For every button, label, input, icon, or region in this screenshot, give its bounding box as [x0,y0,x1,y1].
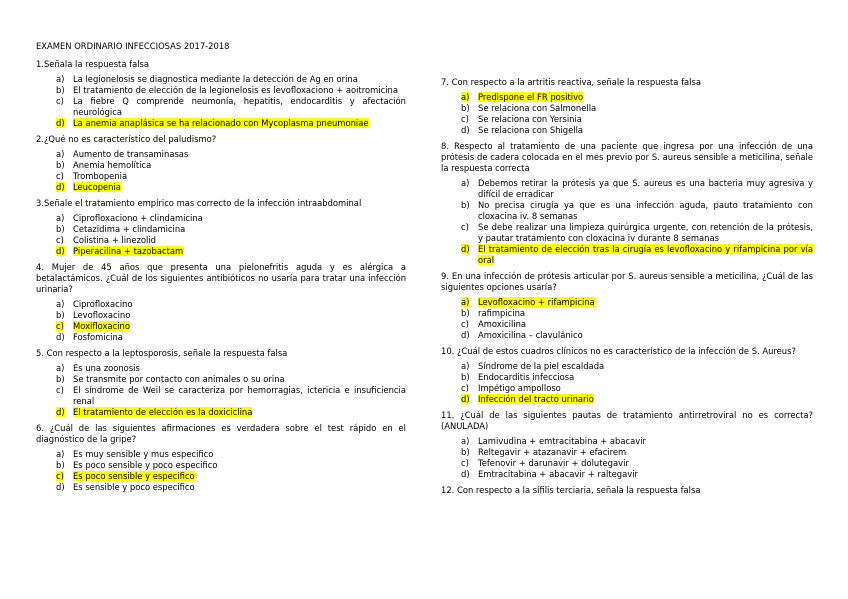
option-letter-text: d) [461,394,470,404]
option-letter [56,321,73,332]
exam-title: EXAMEN ORDINARIO INFECCIOSAS 2017-2018 [36,41,230,51]
option-text [73,160,406,171]
option-letter-text: c) [56,171,64,181]
option [56,224,406,235]
option-correct [56,471,406,482]
option-letter-text: c) [56,235,64,245]
option-text [73,118,406,129]
question [36,134,406,193]
option-letter [461,92,478,103]
option [461,361,813,372]
option-letter-text: c) [461,458,469,468]
option-letter [56,407,73,418]
option [56,149,406,160]
option [461,319,813,330]
question-text: 9. En una infección de prótesis articular por S. aureus sensible a meticilina, ¿Cuál de las siguientes opciones usaría? [441,271,813,292]
option-text-content: Aumento de transaminasas [73,149,189,159]
option [461,372,813,383]
option-text [73,96,406,118]
option-text-content: Es sensible y poco especifico [73,482,195,492]
option-text-content: Leucopenia [73,182,121,192]
option-list [441,436,813,480]
option-text [478,330,813,341]
option-text-content: El tratamiento de elección tras la cirugía es levofloxacino y rifampicina por vía oral [478,244,813,265]
option-text-content: Infección del tracto urinario [478,394,594,404]
option-letter-text: c) [461,319,469,329]
option-letter [461,330,478,341]
option [461,125,813,136]
option-letter-text: b) [461,200,470,210]
option [56,482,406,493]
question-text: 2.¿Qué no es característico del paludismo? [36,134,217,144]
option-text-content: Se transmite por contacto con animales o su orina [73,374,285,384]
option-text [73,310,406,321]
option-text [478,469,813,480]
question [36,423,406,493]
option-letter [461,222,478,244]
option-text [478,447,813,458]
question [36,59,406,129]
option-letter-text: d) [56,407,65,417]
option [461,103,813,114]
option-letter-text: b) [56,224,65,234]
option-letter-text: c) [461,383,469,393]
option-letter-text: c) [56,96,64,106]
question-text: 12. Con respecto a la sífilis terciaria, señala la respuesta falsa [441,485,701,495]
option-letter-text: d) [461,469,470,479]
option-text-content: El síndrome de Weil se caracteriza por hemorragias, ictericia e insuficiencia renal [73,385,406,406]
question [36,262,406,343]
option-letter-text: b) [461,447,470,457]
right-question-list [441,77,813,496]
option [461,469,813,480]
option-letter [56,96,73,118]
option-letter-text: b) [461,308,470,318]
option [56,385,406,407]
option-text-content: La anemia anaplásica se ha relacionado con Mycoplasma pneumoniae [73,118,369,128]
option-letter [461,436,478,447]
option-letter-text: d) [461,125,470,135]
question-text: 5. Con respecto a la leptosporosis, señale la respuesta falsa [36,348,288,358]
option-text-content: Se relaciona con Shigella [478,125,584,135]
option [56,363,406,374]
option-list [441,297,813,341]
option-text-content: Amoxicilina [478,319,527,329]
option [56,171,406,182]
option-letter-text: a) [461,436,470,446]
option [461,308,813,319]
option-letter [461,394,478,405]
option [461,383,813,394]
option-text [478,200,813,222]
option-letter-text: a) [461,297,470,307]
option-text [73,385,406,407]
option [56,235,406,246]
option-text [478,361,813,372]
option-letter [461,114,478,125]
option-text [73,449,406,460]
option-text-content: Endocarditis infecciosa [478,372,575,382]
option-letter-text: a) [56,213,65,223]
option-letter [461,361,478,372]
option-text [478,308,813,319]
option [461,436,813,447]
option-correct [461,394,813,405]
option-text [478,297,813,308]
option-letter-text: b) [56,85,65,95]
option-text [73,224,406,235]
option-list [441,178,813,266]
option-letter [461,178,478,200]
option-text [73,374,406,385]
right-column [441,77,813,501]
option-text-content: Tefenovir + darunavir + dolutegavir [478,458,629,468]
option-text [73,471,406,482]
option-letter-text: a) [56,363,65,373]
option-letter [461,103,478,114]
option-letter [56,213,73,224]
option-text [478,222,813,244]
option [56,74,406,85]
option [56,449,406,460]
option-text-content: Cetazidima + clindamicina [73,224,186,234]
option-letter [56,171,73,182]
option-letter [56,74,73,85]
option-letter [461,383,478,394]
option-list [36,449,406,493]
option-correct [56,407,406,418]
option-correct [56,118,406,129]
option-letter [56,310,73,321]
option-letter [56,149,73,160]
option-letter [56,299,73,310]
option-text-content: Reltegavir + atazanavir + efacirem [478,447,627,457]
option [56,96,406,118]
option-text [73,235,406,246]
option-text-content: Emtracitabina + abacavir + raltegavir [478,469,638,479]
option-text-content: Trombopenia [73,171,128,181]
option-text-content: Debemos retirar la prótesis ya que S. aureus es una bacteria muy agresiva y difícil de erradicar [478,178,813,199]
option-text-content: No precisa cirugía ya que es una infección aguda, pauto tratamiento con cloxacina iv. 8 semanas [478,200,813,221]
option-letter [461,458,478,469]
option-letter [56,246,73,257]
option-letter [56,235,73,246]
option [56,213,406,224]
option-letter-text: d) [56,482,65,492]
option-text [478,244,813,266]
option-text-content: Predispone el FR positivo [478,92,584,102]
option-text [478,394,813,405]
option-text-content: Es poco sensible y especifico [73,471,195,481]
option-correct [56,321,406,332]
option-text [73,482,406,493]
option-letter-text: b) [461,103,470,113]
option-letter-text: c) [461,114,469,124]
option-letter-text: a) [461,361,470,371]
option-letter [56,482,73,493]
option-text [478,458,813,469]
option-text-content: Moxifloxacino [73,321,130,331]
option-letter-text: b) [56,160,65,170]
option-letter [461,319,478,330]
question-text: 11. ¿Cuál de las siguientes pautas de tratamiento antirretroviral no es correcta? (ANULADA) [441,410,813,431]
option-text-content: rafimpicina [478,308,526,318]
option-text-content: Fosfomicina [73,332,123,342]
option-correct [461,244,813,266]
question [441,485,813,496]
question [36,348,406,418]
option-text-content: Levofloxacino + rifampicina [478,297,595,307]
question-text: 8. Respecto al tratamiento de una paciente que ingresa por una infección de una prótesis de cadera colocada en el mes previo por S. aureus sensible a meticilina, señale la respuesta correcta [441,141,813,173]
option-correct [56,182,406,193]
option-letter-text: d) [461,244,470,254]
left-question-list [36,59,406,493]
option-letter-text: b) [56,460,65,470]
option-text [73,246,406,257]
option-letter-text: d) [56,182,65,192]
option-text-content: El tratamiento de elección de la legionelosis es levofloxaciono + aoitromicina [73,85,398,95]
option-letter-text: a) [461,178,470,188]
option-text [478,383,813,394]
option-letter-text: b) [56,374,65,384]
question-text: 6. ¿Cuál de las siguientes afirmaciones es verdadera sobre el test rápido en el diagnóstico de la gripe? [36,423,406,444]
option-correct [56,246,406,257]
option-text [478,436,813,447]
option-letter [461,244,478,266]
option-text-content: Es una zoonosis [73,363,140,373]
option-text-content: Levofloxacino [73,310,131,320]
option-letter [461,447,478,458]
option [56,332,406,343]
option-letter [461,372,478,383]
option-letter-text: c) [56,385,64,395]
option [461,178,813,200]
option-text [73,363,406,374]
option-letter-text: a) [56,449,65,459]
option-list [36,213,406,257]
option-letter [56,85,73,96]
option-text [478,319,813,330]
option [56,310,406,321]
option-letter [461,469,478,480]
option-text-content: Se relaciona con Salmonella [478,103,597,113]
option-letter [56,460,73,471]
option-letter [56,385,73,407]
option-list [36,299,406,343]
question [441,271,813,341]
option [56,374,406,385]
option-text [73,321,406,332]
option-letter [56,160,73,171]
option-text-content: La legionelosis se diagnostica mediante la detección de Ag en orina [73,74,358,84]
option-text [73,299,406,310]
option-letter [461,125,478,136]
option-text [73,182,406,193]
option-letter-text: d) [56,246,65,256]
option-letter [56,332,73,343]
option-text-content: Ciprofloxaciono + clindamicina [73,213,203,223]
option [56,85,406,96]
left-column [36,41,406,498]
question [441,410,813,480]
option-letter [56,363,73,374]
option-text [478,372,813,383]
option-letter [461,308,478,319]
question [441,141,813,266]
question [36,198,406,257]
option [461,114,813,125]
option [56,160,406,171]
option-letter-text: b) [461,372,470,382]
option-letter-text: d) [56,332,65,342]
option-text-content: Se debe realizar una limpieza quirúrgica urgente, con retención de la prótesis, y pautar tratamiento con cloxacina iv durante 8 semanas [478,222,813,243]
question-text: 4. Mujer de 45 años que presenta una pielonefritis aguda y es alérgica a betalactámicos. ¿Cuál de los siguientes antibióticos no usaría para tratar una infección urinaria? [36,262,406,294]
option-text-content: Anemia hemolítica [73,160,152,170]
option-text-content: Impétigo ampolloso [478,383,561,393]
option-text [73,213,406,224]
question [441,77,813,136]
option-text-content: Síndrome de la piel escaldada [478,361,605,371]
question-text: 10. ¿Cuál de estos cuadros clínicos no es característico de la infección de S. Aureus? [441,346,796,356]
option-letter [56,449,73,460]
option-letter [56,118,73,129]
option-letter-text: a) [461,92,470,102]
option-text [73,171,406,182]
option-text [73,74,406,85]
option-text [478,92,813,103]
option-letter-text: b) [56,310,65,320]
option-letter-text: c) [461,222,469,232]
question [441,346,813,405]
option-text [73,85,406,96]
option-list [36,149,406,193]
option-letter [56,471,73,482]
option-letter-text: c) [56,321,64,331]
option-text [73,407,406,418]
option-list [441,92,813,136]
option-text [478,114,813,125]
option-text [73,332,406,343]
option-text-content: Piperacilina + tazobactam [73,246,184,256]
option-text-content: Se relaciona con Yersinia [478,114,582,124]
option-letter-text: a) [56,74,65,84]
question-text: 1.Señala la respuesta falsa [36,59,150,69]
option-letter [461,297,478,308]
option-correct [461,297,813,308]
option [56,460,406,471]
option-list [36,363,406,418]
option [461,447,813,458]
option [461,222,813,244]
option-text-content: Amoxicilina – clavulánico [478,330,583,340]
option-text [73,149,406,160]
option-text [478,125,813,136]
option [56,299,406,310]
option-list [36,74,406,129]
option-text-content: Es muy sensible y mus especifico [73,449,214,459]
option-text [478,178,813,200]
option-correct [461,92,813,103]
option [461,200,813,222]
option-letter-text: a) [56,299,65,309]
option-letter [56,224,73,235]
question-text: 7. Con respecto a la artritis reactiva, señale la respuesta falsa [441,77,701,87]
option-text-content: El tratamiento de elección es la doxiciclina [73,407,253,417]
option-text-content: La fiebre Q comprende neumonía, hepatitis, endocarditis y afectación neurológica [73,96,406,117]
option-letter-text: c) [56,471,64,481]
option-text-content: Ciprofloxacino [73,299,133,309]
option-text-content: Lamivudina + emtracitabina + abacavir [478,436,646,446]
option-letter [56,374,73,385]
option [461,458,813,469]
option [461,330,813,341]
option-letter-text: d) [461,330,470,340]
option-text-content: Colistina + linezolid [73,235,156,245]
option-letter-text: d) [56,118,65,128]
option-letter [461,200,478,222]
option-text [73,460,406,471]
option-letter-text: a) [56,149,65,159]
question-text: 3.Señale el tratamiento empírico mas correcto de la infección intraabdominal [36,198,362,208]
option-text [478,103,813,114]
option-text-content: Es poco sensible y poco especifico [73,460,218,470]
option-list [441,361,813,405]
option-letter [56,182,73,193]
